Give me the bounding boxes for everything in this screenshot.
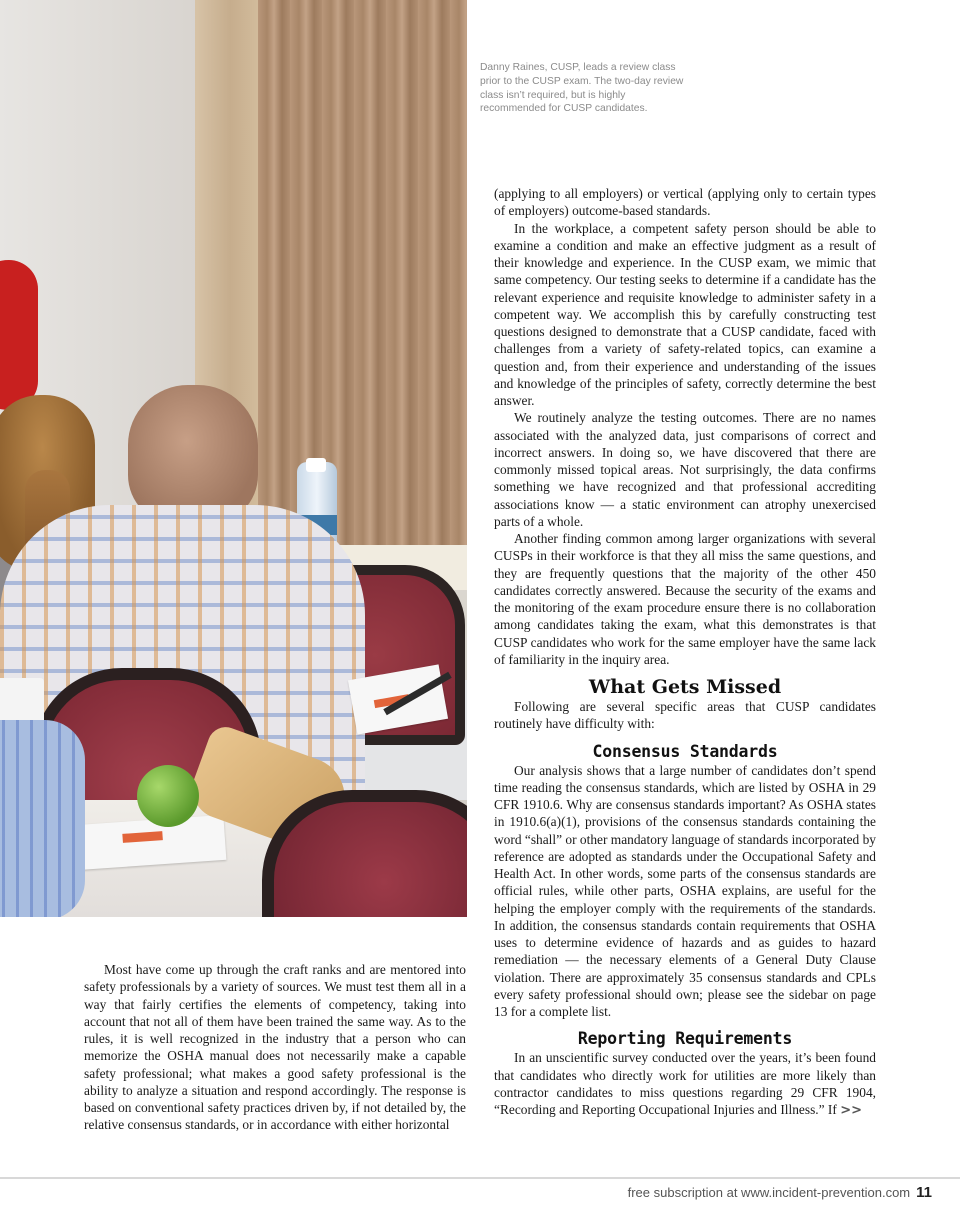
section-heading-what-gets-missed: What Gets Missed (588, 676, 782, 698)
body-paragraph: Our analysis shows that a large number of candidates don’t spend time reading the consensus standards, which are listed by OSHA in 29 CFR 1910.6. Why are consensus standards important? As OSHA states in 1910.6(a)(1), provisions of the consensus standards containing the word “shall” or other mandatory language of standards incorporated by reference are adopted as standards under the Occupational Safety and Health Act. In other words, some parts of the consensus standards are official rules, while other parts, OSHA explains, are useful for the helping the employer comply with the requirements of the standards. In addition, the consensus standards contain requirements that OSHA uses to determine evidence of hazards and as guides to hazard remediation — the necessary elements of a General Duty Clause violation. There are approximately 35 consensus standards and CPLs every safety professional should own; please see the sidebar on page 13 for a complete list. (494, 762, 876, 1019)
body-paragraph: In the workplace, a competent safety person should be able to examine a condition and make an effective judgment as a result of their knowledge and experience. In the CUSP exam, we mimic that same competency. Our testing seeks to determine if a candidate has the relevant experience and requisite knowledge to administer safety in a competent way. We accomplish this by carefully constructing test questions designed to demonstrate that a CUSP candidate, faced with challenges from a variety of safety-related topics, can examine a question and, from their experience and understanding of the issues and knowledge of the principles of safety, correctly determine the best answer. (494, 220, 876, 408)
photo-green-apple (137, 765, 199, 827)
body-paragraph: Following are several specific areas that CUSP candidates routinely have difficulty with: (494, 699, 876, 732)
body-paragraph: Most have come up through the craft ranks and are mentored into safety professionals by a variety of sources. We must test them all in a way that fairly certifies the elements of competency, taking into account that not all of them have been trained the same way. As to the rules, it is well recognized in the industry that a person who can memorize the OSHA manual does not necessarily make a capable safety professional; what makes a good safety professional is the ability to analyze a situation and respond accordingly. The response is based on conventional safety practices driven by, if not detailed by, the relative consensus standards, or in accordance with either horizontal (84, 962, 466, 1133)
photo-red-sleeve (0, 260, 38, 410)
subscription-link[interactable]: free subscription at www.incident-prevention.com (627, 1185, 911, 1200)
body-paragraph: We routinely analyze the testing outcomes. There are no names associated with the analyzed data, just comparisons of correct and incorrect answers. In doing so, we have discovered that there are commonly missed topical areas. Not surprisingly, the data confirms something we have recognized and that professional accrediting associations know — a static environment can atrophy unexercised parts of a whole. (494, 410, 876, 529)
subheading-consensus-standards: Consensus Standards (592, 741, 778, 761)
right-column (494, 185, 876, 1119)
left-column (84, 961, 466, 1134)
photo-caption: Danny Raines, CUSP, leads a review class prior to the CUSP exam. The two-day review class isn’t required, but is highly recommended for CUSP candidates. (480, 62, 684, 115)
photo-bottle-cap (306, 458, 326, 472)
paragraph-text: In an unscientific survey conducted over the years, it’s been found that candidates who directly work for utilities are more likely than contractor candidates to miss questions regarding 29 CFR 1904, “Recording and Reporting Occupational Injuries and Illness.” If (494, 1050, 876, 1117)
review-class-photo (0, 0, 467, 917)
footer-divider (0, 1177, 960, 1179)
photo-arm (0, 720, 85, 917)
body-paragraph (494, 1049, 876, 1119)
subheading-reporting-requirements: Reporting Requirements (577, 1029, 793, 1049)
photo-curtain (258, 0, 467, 570)
page-number: 11 (916, 1184, 932, 1201)
body-paragraph: (applying to all employers) or vertical (applying only to certain types of employers) outcome-based standards. (494, 186, 876, 219)
body-paragraph: Another finding common among larger organizations with several CUSPs in their workforce is that they all miss the same questions, and they are frequently questions that the majority of the other 450 candidates correctly answered. Because the security of the exams and the monitoring of the exam procedure ensure there is no collaboration among candidates taking the exam, what this demonstrates is that CUSP candidates who work for the same employer have the same lack of familiarity in the inquiry area. (494, 531, 876, 667)
continued-arrow-icon: >> (840, 1103, 862, 1118)
photo-man-head (128, 385, 258, 525)
page-footer (628, 1184, 932, 1201)
